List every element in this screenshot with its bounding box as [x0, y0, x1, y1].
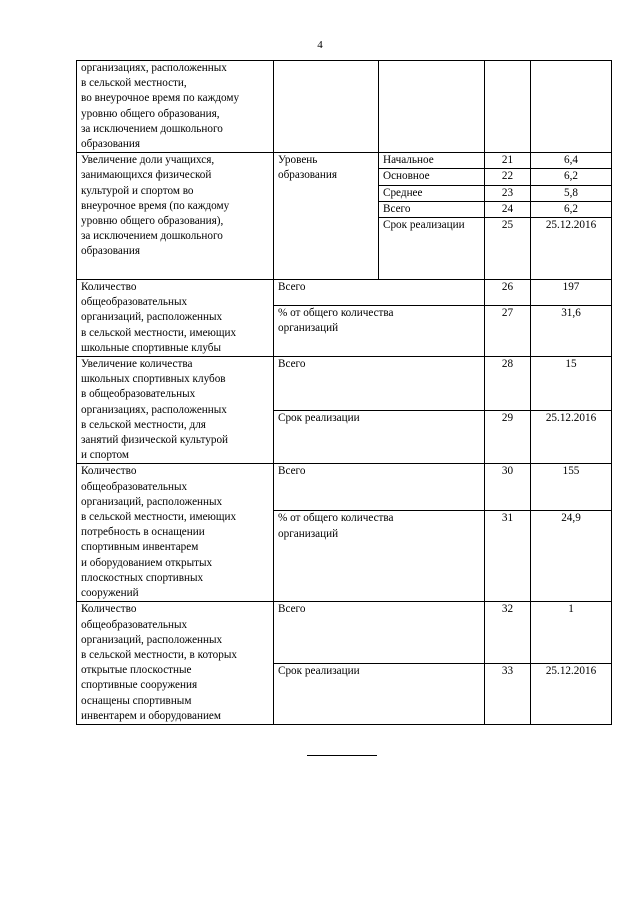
table-row	[77, 464, 612, 511]
indicator-description: организациях, расположенных в сельской местности, во внеурочное время по каждому уровню общего образования, за исключением дошкольного образования	[77, 61, 274, 153]
table-row	[77, 357, 612, 411]
value-cell: 6,2	[531, 201, 612, 217]
value-cell: 5,8	[531, 185, 612, 201]
empty-cell	[274, 61, 379, 153]
sub-label: Всего	[379, 201, 485, 217]
sub-label: Начальное	[379, 153, 485, 169]
value-cell: 155	[531, 464, 612, 511]
measure-label: % от общего количества организаций	[274, 306, 485, 357]
sub-label: Основное	[379, 169, 485, 185]
row-number: 31	[485, 511, 531, 602]
row-number: 21	[485, 153, 531, 169]
row-number: 25	[485, 218, 531, 280]
value-cell: 197	[531, 280, 612, 306]
group-label: Уровень образования	[274, 153, 379, 280]
page-number: 4	[317, 39, 323, 51]
row-number: 27	[485, 306, 531, 357]
indicators-table	[76, 60, 612, 725]
value-cell: 6,4	[531, 153, 612, 169]
row-number: 26	[485, 280, 531, 306]
table-row	[77, 280, 612, 306]
sub-label: Среднее	[379, 185, 485, 201]
indicator-description: Увеличение доли учащихся, занимающихся физической культурой и спортом во внеурочное время (по каждому уровню общего образования), за исключением дошкольного образования	[77, 153, 274, 280]
value-cell: 24,9	[531, 511, 612, 602]
row-number: 29	[485, 410, 531, 464]
value-cell: 1	[531, 602, 612, 663]
row-number: 22	[485, 169, 531, 185]
value-cell: 31,6	[531, 306, 612, 357]
empty-cell	[379, 61, 485, 153]
row-number: 28	[485, 357, 531, 411]
empty-cell	[485, 61, 531, 153]
table-row	[77, 153, 612, 169]
table-row	[77, 61, 612, 153]
row-number: 24	[485, 201, 531, 217]
value-cell: 25.12.2016	[531, 218, 612, 280]
measure-label: Всего	[274, 602, 485, 663]
row-number: 23	[485, 185, 531, 201]
value-cell: 25.12.2016	[531, 663, 612, 724]
row-number: 32	[485, 602, 531, 663]
measure-label: Всего	[274, 464, 485, 511]
row-number: 33	[485, 663, 531, 724]
indicator-description: Увеличение количества школьных спортивных клубов в общеобразовательных организациях, расположенных в сельской местности, для занятий физической культурой и спортом	[77, 357, 274, 464]
measure-label: % от общего количества организаций	[274, 511, 485, 602]
table-row	[77, 602, 612, 663]
empty-cell	[531, 61, 612, 153]
value-cell: 25.12.2016	[531, 410, 612, 464]
measure-label: Всего	[274, 357, 485, 411]
value-cell: 6,2	[531, 169, 612, 185]
measure-label: Всего	[274, 280, 485, 306]
indicator-description: Количество общеобразовательных организаций, расположенных в сельской местности, имеющих потребность в оснащении спортивным инвентарем и оборудованием открытых плоскостных спортивных сооружений	[77, 464, 274, 602]
indicator-description: Количество общеобразовательных организаций, расположенных в сельской местности, в которых открытые плоскостные спортивные сооружения оснащены спортивным инвентарем и оборудованием	[77, 602, 274, 725]
value-cell: 15	[531, 357, 612, 411]
indicator-description: Количество общеобразовательных организаций, расположенных в сельской местности, имеющих школьные спортивные клубы	[77, 280, 274, 357]
measure-label: Срок реализации	[274, 410, 485, 464]
sub-label: Срок реализации	[379, 218, 485, 280]
measure-label: Срок реализации	[274, 663, 485, 724]
end-separator-line	[307, 755, 377, 756]
row-number: 30	[485, 464, 531, 511]
